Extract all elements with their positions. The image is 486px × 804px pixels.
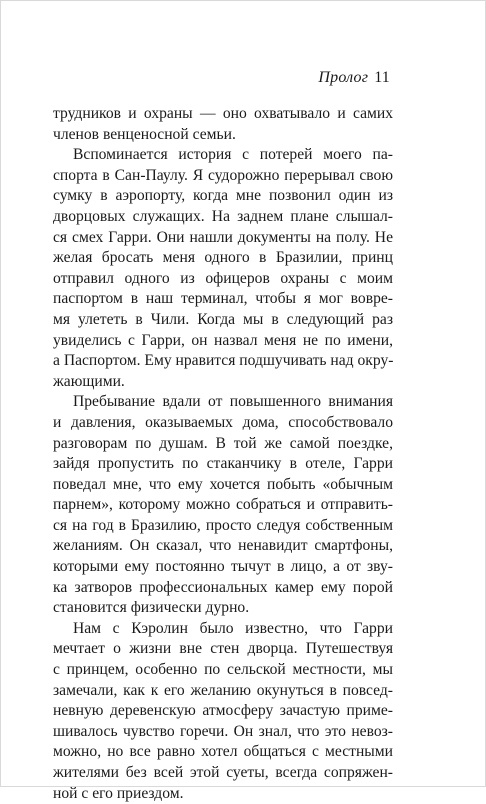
text-line: ка затворов профессиональных камер ему порой: [53, 578, 393, 596]
text-line: Вспоминается история с потерей моего па-: [73, 146, 393, 164]
text-line: замечали, как к его желанию окунуться в повсед-: [53, 681, 393, 699]
text-line: желаниям. Он сказал, что ненавидит смартфоны,: [53, 537, 393, 555]
text-line: увиделись с Гарри, он назвал меня не по имени,: [53, 331, 393, 349]
text-line: которыми ему постоянно тычут в лицо, а от зву-: [53, 558, 393, 576]
text-line: ся смех Гарри. Они нашли документы на полу. Не: [53, 228, 393, 246]
text-line: можно, но все равно хотел общаться с местными: [53, 743, 393, 761]
text-line: жителями без всей этой суеты, всегда сопряжен-: [53, 764, 393, 781]
text-line: членов венценосной семьи.: [53, 125, 236, 143]
paragraph: [53, 104, 393, 145]
text-line: Нам с Кэролин было известно, что Гарри: [73, 619, 393, 637]
text-line: дворцовых служащих. На заднем плане слышал-: [53, 207, 393, 225]
text-line: отправил одного из офицеров охраны с моим: [53, 269, 393, 287]
paragraph: [53, 145, 393, 392]
text-line: ся на год в Бразилию, просто следуя собственным: [53, 516, 393, 534]
text-line: и давления, оказываемых дома, способствовало: [53, 413, 393, 431]
text-line: спорта в Сан-Паулу. Я судорожно перерывал свою: [53, 166, 393, 184]
text-line: парнем», которому можно собраться и отправить-: [53, 496, 393, 514]
text-line: желая бросать меня одного в Бразилии, принц: [53, 249, 393, 267]
text-line: ной с его приездом.: [53, 784, 184, 802]
text-line: трудников и охраны — оно охватывало и самих: [53, 105, 393, 122]
page-number: 11: [374, 69, 390, 86]
section-title: Пролог: [318, 69, 369, 86]
text-line: мя улететь в Чили. Когда мы в следующий раз: [53, 310, 393, 328]
text-line: сумку в аэропорту, когда мне позвонил один из: [53, 187, 393, 205]
text-line: жающими.: [53, 372, 125, 390]
text-line: зайдя пропустить по стаканчику в отеле, Гарри: [53, 455, 393, 473]
text-line: становится физически дурно.: [53, 599, 250, 617]
text-line: шивалось чувство горечи. Он знал, что это невоз-: [53, 722, 393, 740]
text-line: паспортом в наш терминал, чтобы я мог вовре-: [53, 290, 393, 308]
text-line: Пребывание вдали от повышенного внимания: [73, 393, 393, 411]
text-line: а Паспортом. Ему нравится подшучивать над окру-: [53, 352, 394, 370]
running-head: [318, 69, 390, 87]
text-line: разговорам по душам. В той же самой поездке,: [53, 434, 393, 452]
paragraph: [53, 392, 393, 619]
text-line: мечтает о жизни вне стен дворца. Путешествуя: [53, 640, 393, 658]
text-line: невную деревенскую атмосферу зачастую приме-: [53, 702, 393, 720]
body-text: [53, 104, 393, 804]
paragraph: [53, 619, 393, 804]
text-line: с принцем, особенно по сельской местности, мы: [53, 661, 393, 679]
text-line: поведал мне, что ему хочется побыть «обычным: [53, 475, 393, 493]
